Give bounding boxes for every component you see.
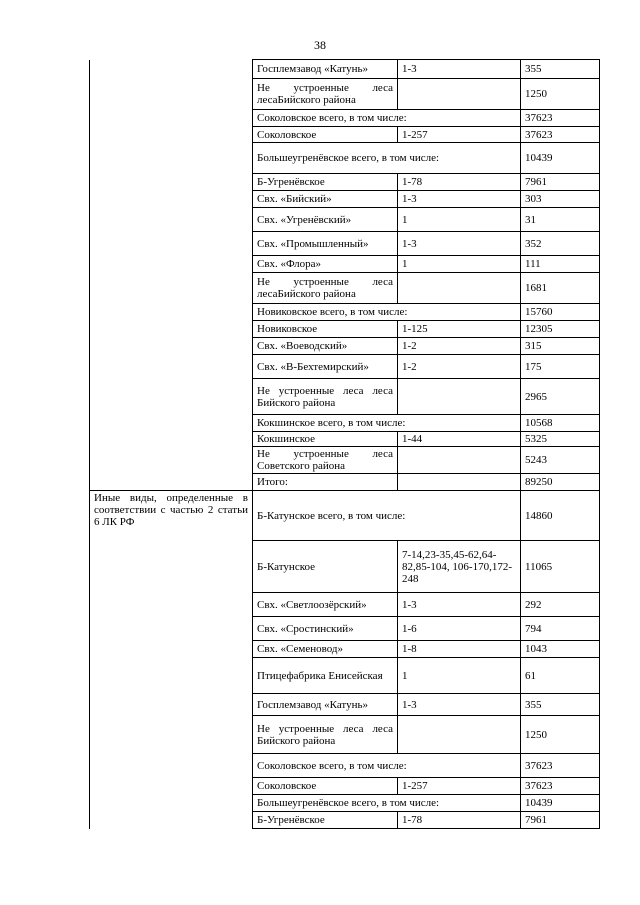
quarter-numbers: 1 — [398, 658, 521, 694]
quarter-numbers — [398, 447, 521, 474]
forestry-name: Свх. «Флора» — [253, 256, 398, 273]
area-value: 352 — [521, 232, 600, 256]
purpose-cell — [90, 60, 253, 491]
area-value: 7961 — [521, 174, 600, 191]
quarter-numbers: 1-8 — [398, 641, 521, 658]
total-label: Кокшинское всего, в том числе: — [253, 415, 521, 432]
area-value: 292 — [521, 593, 600, 617]
table-row — [90, 491, 600, 541]
forestry-name: Свх. «Воеводский» — [253, 338, 398, 355]
forestry-name: Свх. «Семеновод» — [253, 641, 398, 658]
area-value: 37623 — [521, 127, 600, 143]
forestry-name: Новиковское — [253, 321, 398, 338]
forestry-name: Госплемзавод «Катунь» — [253, 694, 398, 716]
quarter-numbers: 7-14,23-35,45-62,64-82,85-104, 106-170,172-248 — [398, 541, 521, 593]
area-value: 7961 — [521, 812, 600, 829]
area-value: 5243 — [521, 447, 600, 474]
quarter-numbers: 1-3 — [398, 232, 521, 256]
area-value: 1681 — [521, 273, 600, 304]
forestry-name: Итого: — [253, 474, 398, 491]
area-value: 37623 — [521, 110, 600, 127]
forestry-name: Не устроенные леса леса Бийского района — [253, 379, 398, 415]
forestry-name: Не устроенные леса Советского района — [253, 447, 398, 474]
total-label: Новиковское всего, в том числе: — [253, 304, 521, 321]
quarter-numbers: 1-3 — [398, 694, 521, 716]
area-value: 1250 — [521, 79, 600, 110]
area-value: 794 — [521, 617, 600, 641]
forest-areas-table — [89, 59, 600, 829]
area-value: 31 — [521, 208, 600, 232]
forestry-name: Соколовское — [253, 127, 398, 143]
forestry-name: Свх. «Промышленный» — [253, 232, 398, 256]
area-value: 12305 — [521, 321, 600, 338]
quarter-numbers: 1-6 — [398, 617, 521, 641]
forestry-name: Птицефабрика Енисейская — [253, 658, 398, 694]
quarter-numbers: 1-78 — [398, 174, 521, 191]
quarter-numbers: 1-44 — [398, 432, 521, 447]
area-value: 10439 — [521, 795, 600, 812]
forestry-name: Свх. «Угренёвский» — [253, 208, 398, 232]
area-value: 14860 — [521, 491, 600, 541]
area-value: 89250 — [521, 474, 600, 491]
quarter-numbers: 1-3 — [398, 60, 521, 79]
area-value: 10439 — [521, 143, 600, 174]
purpose-cell: Иные виды, определенные в соответствии с частью 2 статьи 6 ЛК РФ — [90, 491, 253, 829]
quarter-numbers — [398, 273, 521, 304]
area-value: 2965 — [521, 379, 600, 415]
area-value: 37623 — [521, 754, 600, 778]
forestry-name: Б-Угренёвское — [253, 812, 398, 829]
forestry-name: Свх. «Сростинский» — [253, 617, 398, 641]
total-label: Большеугренёвское всего, в том числе: — [253, 795, 521, 812]
area-value: 175 — [521, 355, 600, 379]
quarter-numbers: 1-125 — [398, 321, 521, 338]
area-value: 10568 — [521, 415, 600, 432]
forestry-name: Б-Катунское — [253, 541, 398, 593]
area-value: 355 — [521, 694, 600, 716]
forestry-name: Госплемзавод «Катунь» — [253, 60, 398, 79]
forestry-name: Кокшинское — [253, 432, 398, 447]
quarter-numbers: 1-78 — [398, 812, 521, 829]
forestry-name: Б-Угренёвское — [253, 174, 398, 191]
quarter-numbers: 1 — [398, 208, 521, 232]
forestry-name: Свх. «В-Бехтемирский» — [253, 355, 398, 379]
area-value: 5325 — [521, 432, 600, 447]
forestry-name: Свх. «Светлоозёрский» — [253, 593, 398, 617]
quarter-numbers: 1 — [398, 256, 521, 273]
forestry-name: Не устроенные леса лесаБийского района — [253, 273, 398, 304]
area-value: 11065 — [521, 541, 600, 593]
area-value: 37623 — [521, 778, 600, 795]
area-value: 355 — [521, 60, 600, 79]
quarter-numbers: 1-2 — [398, 338, 521, 355]
area-value: 303 — [521, 191, 600, 208]
area-value: 111 — [521, 256, 600, 273]
quarter-numbers — [398, 79, 521, 110]
forestry-name: Не устроенные леса леса Бийского района — [253, 716, 398, 754]
quarter-numbers — [398, 716, 521, 754]
quarter-numbers: 1-2 — [398, 355, 521, 379]
total-label: Б-Катунское всего, в том числе: — [253, 491, 521, 541]
quarter-numbers — [398, 379, 521, 415]
quarter-numbers: 1-3 — [398, 191, 521, 208]
area-value: 1250 — [521, 716, 600, 754]
page-number: 38 — [314, 38, 326, 52]
total-label: Большеугренёвское всего, в том числе: — [253, 143, 521, 174]
area-value: 1043 — [521, 641, 600, 658]
total-label: Соколовское всего, в том числе: — [253, 754, 521, 778]
quarter-numbers: 1-257 — [398, 778, 521, 795]
quarter-numbers: 1-3 — [398, 593, 521, 617]
area-value: 15760 — [521, 304, 600, 321]
forestry-name: Не устроенные леса лесаБийского района — [253, 79, 398, 110]
table-row — [90, 60, 600, 79]
area-value: 315 — [521, 338, 600, 355]
area-value: 61 — [521, 658, 600, 694]
forestry-name: Свх. «Бийский» — [253, 191, 398, 208]
quarter-numbers — [398, 474, 521, 491]
total-label: Соколовское всего, в том числе: — [253, 110, 521, 127]
quarter-numbers: 1-257 — [398, 127, 521, 143]
forestry-name: Соколовское — [253, 778, 398, 795]
